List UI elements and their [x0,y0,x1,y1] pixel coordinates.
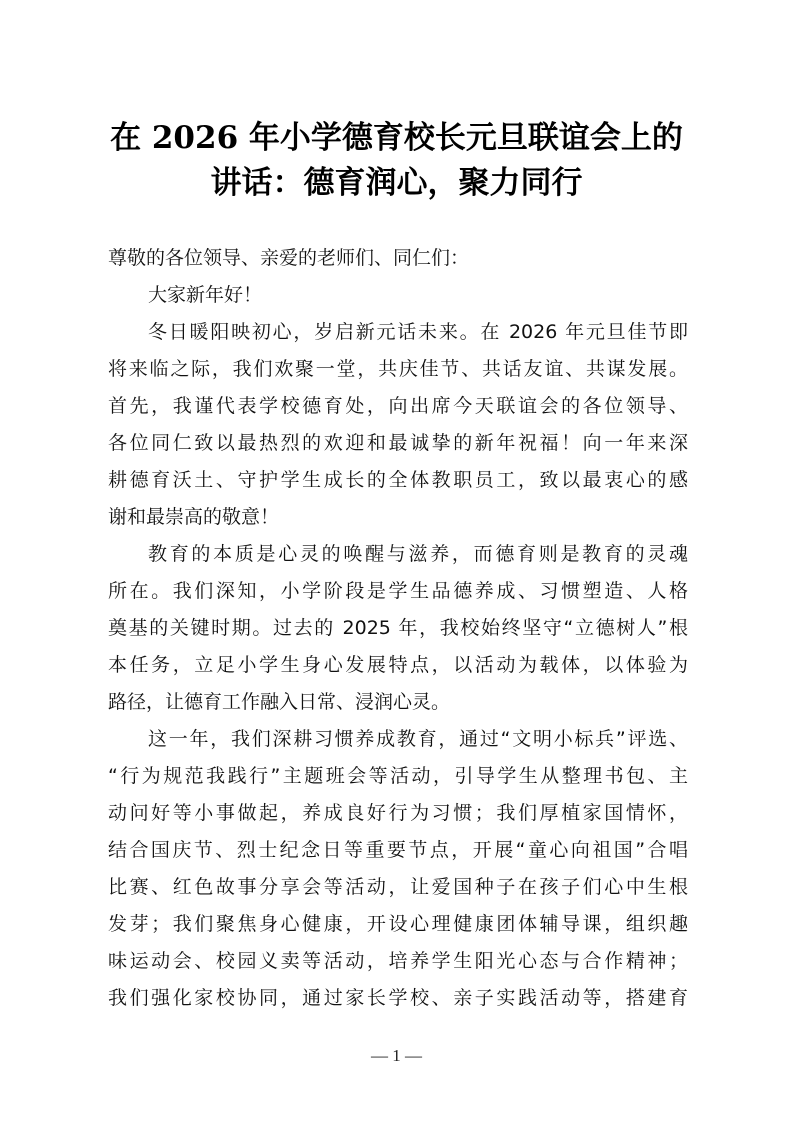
salutation: 尊敬的各位领导、亲爱的老师们、同仁们： [108,247,470,269]
body-text-line: 味运动会、校园义卖等活动，培养学生阳光心态与合作精神； [108,950,688,972]
body-text-line: 比赛、红色故事分享会等活动，让爱国种子在孩子们心中生根 [108,876,688,898]
body-text-line: 结合国庆节、烈士纪念日等重要节点，开展“童心向祖国”合唱 [108,839,688,861]
body-text-line: 我们强化家校协同，通过家长学校、亲子实践活动等，搭建育 [108,987,688,1009]
body-text-line: 这一年，我们深耕习惯养成教育，通过“文明小标兵”评选、 [148,728,688,750]
body-text-line: 首先，我谨代表学校德育处，向出席今天联谊会的各位领导、 [108,395,688,417]
body-text-line: 所在。我们深知，小学阶段是学生品德养成、习惯塑造、人格 [108,580,688,602]
document-title-line-2: 讲话：德育润心，聚力同行 [210,165,583,201]
body-text-line: 大家新年好！ [148,284,263,306]
body-text-line: 冬日暖阳映初心，岁启新元话未来。在 2026 年元旦佳节即 [148,321,688,343]
body-text-line: 各位同仁致以最热烈的欢迎和最诚挚的新年祝福！向一年来深 [108,432,688,454]
body-text-line: 耕德育沃土、守护学生成长的全体教职员工，致以最衷心的感 [108,469,688,491]
body-text-line: 路径，让德育工作融入日常、浸润心灵。 [108,691,451,713]
body-text-line: 动问好等小事做起，养成良好行为习惯；我们厚植家国情怀， [108,802,688,824]
body-text-line: 谢和最崇高的敬意！ [108,506,280,528]
body-text-line: “行为规范我践行”主题班会等活动，引导学生从整理书包、主 [108,765,688,787]
body-text-line: 本任务，立足小学生身心发展特点，以活动为载体，以体验为 [108,654,688,676]
body-text-line: 教育的本质是心灵的唤醒与滋养，而德育则是教育的灵魂 [148,543,688,565]
page-number: — 1 — [371,1046,422,1065]
body-text-line: 发芽；我们聚焦身心健康，开设心理健康团体辅导课，组织趣 [108,913,688,935]
body-text-line: 奠基的关键时期。过去的 2025 年，我校始终坚守“立德树人”根 [108,617,688,639]
document-title-line-1: 在 2026 年小学德育校长元旦联谊会上的 [110,120,683,156]
body-text-line: 将来临之际，我们欢聚一堂，共庆佳节、共话友谊、共谋发展。 [108,358,688,380]
